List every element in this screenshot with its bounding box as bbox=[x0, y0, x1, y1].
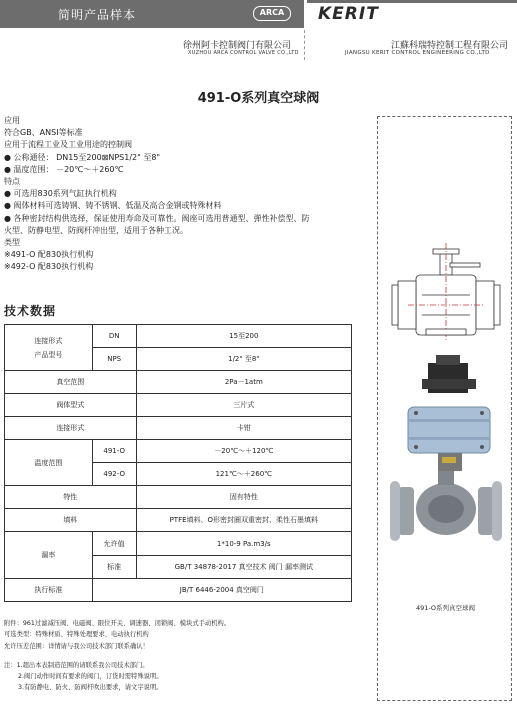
exec-label: 执行标准 bbox=[5, 579, 93, 602]
dn-value: 15至200 bbox=[136, 325, 351, 348]
feature-line: ● 阀体材料可选铸钢、铸不锈钢、低温及高合金钢或特殊材料 bbox=[4, 201, 222, 211]
allow-label: 允许值 bbox=[92, 532, 136, 556]
conn2-label: 连接形式 bbox=[5, 417, 137, 440]
table-row bbox=[5, 394, 352, 417]
dn-label: DN bbox=[92, 325, 136, 348]
company-name-right-en: JIANGSU KERIT CONTROL ENGINEERING CO.,LTD bbox=[345, 50, 490, 56]
application-heading: 应用 bbox=[4, 116, 20, 125]
note-line: 可选类型：特殊材质、特殊处理要求、电动执行机构 bbox=[4, 631, 149, 639]
feature-line: ● 可选用830系列气缸执行机构 bbox=[4, 189, 117, 199]
nps-label: NPS bbox=[92, 348, 136, 371]
notes bbox=[4, 618, 230, 694]
application-line: 应用于流程工业及工业用途的控制阀 bbox=[4, 140, 132, 150]
company-name-right: 江蘇科瑞特控制工程有限公司 bbox=[391, 41, 509, 51]
leak-label: 漏率 bbox=[5, 532, 93, 579]
body-value: 三片式 bbox=[136, 394, 351, 417]
header-divider bbox=[304, 30, 305, 60]
page-title: 491-O系列真空球阀 bbox=[197, 91, 320, 106]
body-label: 阀体型式 bbox=[5, 394, 137, 417]
note-line: 允许压差范围：详情请与我公司技术部门联系确认！ bbox=[4, 642, 149, 650]
product-image-panel bbox=[377, 116, 512, 701]
exec-value: JB/T 6446-2004 真空阀门 bbox=[92, 579, 351, 602]
brand-title: 简明产品样本 bbox=[58, 8, 137, 22]
pack-label: 填料 bbox=[5, 509, 137, 532]
char-value: 固有特性 bbox=[136, 486, 351, 509]
vacuum-value: 2Pa－1atm bbox=[136, 371, 351, 394]
table-row bbox=[5, 371, 352, 394]
kerit-logo-icon: KERIT bbox=[318, 4, 379, 24]
company-name-left-en: XUZHOU ARCA CONTROL VALVE CO.,LTD bbox=[188, 50, 299, 56]
valve-drawing-icon bbox=[378, 117, 513, 597]
image-caption: 491-O系列真空球阀 bbox=[415, 604, 476, 612]
company-name-left: 徐州阿卡控制阀门有限公司 bbox=[183, 41, 292, 51]
vacuum-label: 真空范围 bbox=[5, 371, 137, 394]
temp-value-2: 121℃～＋260℃ bbox=[136, 463, 351, 486]
remark-line: 注：1.超出本表制造范围的请联系我公司技术部门。 bbox=[4, 661, 149, 669]
features-heading: 特点 bbox=[4, 177, 20, 187]
conn2-value: 卡钳 bbox=[136, 417, 351, 440]
table-row bbox=[5, 417, 352, 440]
spec-section-title: 技术数据 bbox=[4, 304, 57, 318]
table-cell bbox=[5, 325, 93, 371]
temp-model-1: 491-O bbox=[92, 440, 136, 463]
type-line: ※491-O 配830执行机构 bbox=[4, 250, 94, 260]
remark-line: 3.有防静电、防火、防阀杆吹出要求，请文字说明。 bbox=[18, 684, 163, 692]
table-row bbox=[5, 509, 352, 532]
note-line: 附件：961过滤减压阀、电磁阀、限位开关、调速器、闭锁阀、模块式手动机构。 bbox=[4, 620, 231, 627]
table-row bbox=[5, 579, 352, 602]
std-value: GB/T 34878-2017 真空技术 阀门 漏率测试 bbox=[136, 556, 351, 579]
type-heading: 类型 bbox=[4, 238, 20, 248]
nps-value: 1/2" 至8" bbox=[136, 348, 351, 371]
intro-text bbox=[4, 115, 364, 274]
application-line: 符合GB、ANSI等标准 bbox=[4, 128, 83, 138]
table-row bbox=[5, 532, 352, 556]
pack-value: PTFE填料、O形密封圈双重密封、柔性石墨填料 bbox=[136, 509, 351, 532]
allow-value: 1*10-9 Pa.m3/s bbox=[136, 532, 351, 556]
std-label: 标准 bbox=[92, 556, 136, 579]
spec-table bbox=[4, 324, 352, 602]
bullet-line: ● 温度范围： －20℃～＋260℃ bbox=[4, 164, 124, 174]
type-line: ※492-O 配830执行机构 bbox=[4, 262, 94, 272]
bullet-line: ● 公称通径： DN15至200⊠NPS1/2" 至8" bbox=[4, 152, 161, 162]
temp-label: 温度范围 bbox=[5, 440, 93, 486]
table-row bbox=[5, 325, 352, 348]
conn-label: 连接形式 bbox=[34, 336, 63, 345]
char-label: 特性 bbox=[5, 486, 137, 509]
remark-line: 2.阀门动作时间有要求的阀门，订货时需特殊说明。 bbox=[18, 673, 163, 681]
header-bar bbox=[0, 0, 304, 28]
table-row bbox=[5, 486, 352, 509]
feature-line: 火型、防静电型、防阀杆冲出型，适用于各种工况。 bbox=[4, 225, 188, 235]
arca-logo-icon: ARCA bbox=[253, 6, 291, 21]
model-label: 产品型号 bbox=[34, 350, 63, 359]
temp-model-2: 492-O bbox=[92, 463, 136, 486]
table-row bbox=[5, 440, 352, 463]
feature-line: ● 各种密封结构供选择，保证使用寿命及可靠性。阀座可选用普通型、弹性补偿型、防 bbox=[4, 213, 310, 223]
temp-value-1: －20℃～＋120℃ bbox=[136, 440, 351, 463]
